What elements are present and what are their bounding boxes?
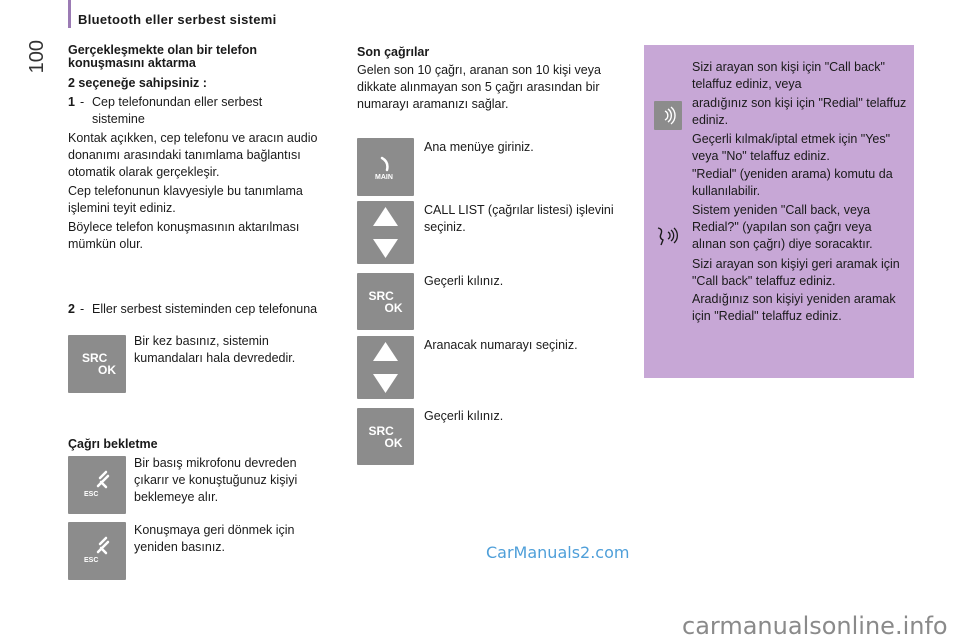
step-5: Geçerli kılınız. [424,409,504,423]
voice-text-6: Sizi arayan son kişiyi geri aramak için "Call back" telaffuz ediniz. [692,257,900,288]
paragraph-2: Cep telefonunun klavyesiyle bu tanımlama işlemini teyit ediniz. [68,184,303,215]
src-ok-button[interactable] [68,335,126,393]
speak-icon [655,225,681,247]
main-button[interactable] [357,138,414,196]
step-2: CALL LIST (çağrılar listesi) işlevini seçiniz. [424,203,614,234]
options-label: 2 seçeneğe sahipsiniz : [68,76,207,90]
voice-text-5: Sistem yeniden "Call back, veya Redial?" (yapılan son çağrı veya alınan son çağrı) diye soracaktır. [692,203,873,251]
up-down-arrows-icon [357,336,414,399]
voice-button[interactable] [654,101,682,130]
esc-label-2: ESC [84,557,99,564]
main-label: MAIN [375,174,393,181]
section-title: Bluetooth eller serbest sistemi [78,12,277,27]
paragraph-3: Böylece telefon konuşmasının aktarılması mümkün olur. [68,220,300,251]
esc-label-1: ESC [84,491,99,498]
esc-button-2[interactable] [68,522,126,580]
watermark-carmanuals2: CarManuals2.com [486,543,630,562]
up-down-button-2[interactable] [357,336,414,399]
src-label: SRC [82,351,108,365]
option2-text: Eller serbest sisteminden cep telefonuna [92,302,318,316]
option1-text: Cep telefonundan eller serbest sistemine [92,95,263,126]
up-down-button-1[interactable] [357,201,414,264]
voice-text-2: aradığınız son kişi için "Redial" telaffuz ediniz. [692,96,907,127]
voice-command-icon [654,101,682,130]
recent-calls-intro: Gelen son 10 çağrı, aranan son 10 kişi veya dikkate alınmayan son 5 çağrı arasından bir numarayı aramanızı sağlar. [357,63,601,111]
src-ok-description: Bir kez basınız, sistemin kumandaları hala devrededir. [134,334,296,365]
voice-text-1: Sizi arayan son kişi için "Call back" telaffuz ediniz, veya [692,60,885,91]
header-accent-bar [68,0,71,28]
step-4: Aranacak numarayı seçiniz. [424,338,578,352]
page-number: 100 [26,40,48,74]
paragraph-1: Kontak açıkken, cep telefonu ve aracın audio donanımı arasındaki tanımlama bağlantısı otomatik olarak gerçekleşir. [68,131,318,179]
src-label-3: SRC [368,423,394,438]
ok-label: OK [98,363,116,377]
option2-number: 2 [68,302,75,316]
option1-number: 1 [68,95,75,109]
call-hold-heading: Çağrı bekletme [68,437,158,451]
esc1-description: Bir basış mikrofonu devreden çıkarır ve konuştuğunuz kişiyi beklemeye alır. [134,456,298,504]
voice-text-4: "Redial" (yeniden arama) komutu da kullanılabilir. [692,167,893,198]
up-down-arrows-icon [357,201,414,264]
step-3: Geçerli kılınız. [424,274,504,288]
esc-button-1[interactable] [68,456,126,514]
watermark-carmanualsonline: carmanualsonline.info [682,612,948,640]
ok-label-3: OK [384,435,403,450]
recent-calls-heading: Son çağrılar [357,45,430,59]
esc2-description: Konuşmaya geri dönmek için yeniden basınız. [134,523,295,554]
option2-dash: - [80,302,85,316]
main-menu-icon [357,138,414,196]
phone-hangup-icon [68,522,126,580]
src-ok-button-3[interactable] [357,408,414,465]
voice-text-7: Aradığınız son kişiyi yeniden aramak için "Redial" telaffuz ediniz. [692,292,896,323]
voice-text-3: Geçerli kılmak/iptal etmek için "Yes" veya "No" telaffuz ediniz. [692,132,891,163]
option1-dash: - [80,95,85,109]
src-ok-button-2[interactable] [357,273,414,330]
step-1: Ana menüye giriniz. [424,140,534,154]
transfer-heading: Gerçekleşmekte olan bir telefon konuşmasını aktarma [68,43,257,70]
ok-label-2: OK [384,300,403,315]
phone-hangup-icon [68,456,126,514]
src-label-2: SRC [368,288,394,303]
